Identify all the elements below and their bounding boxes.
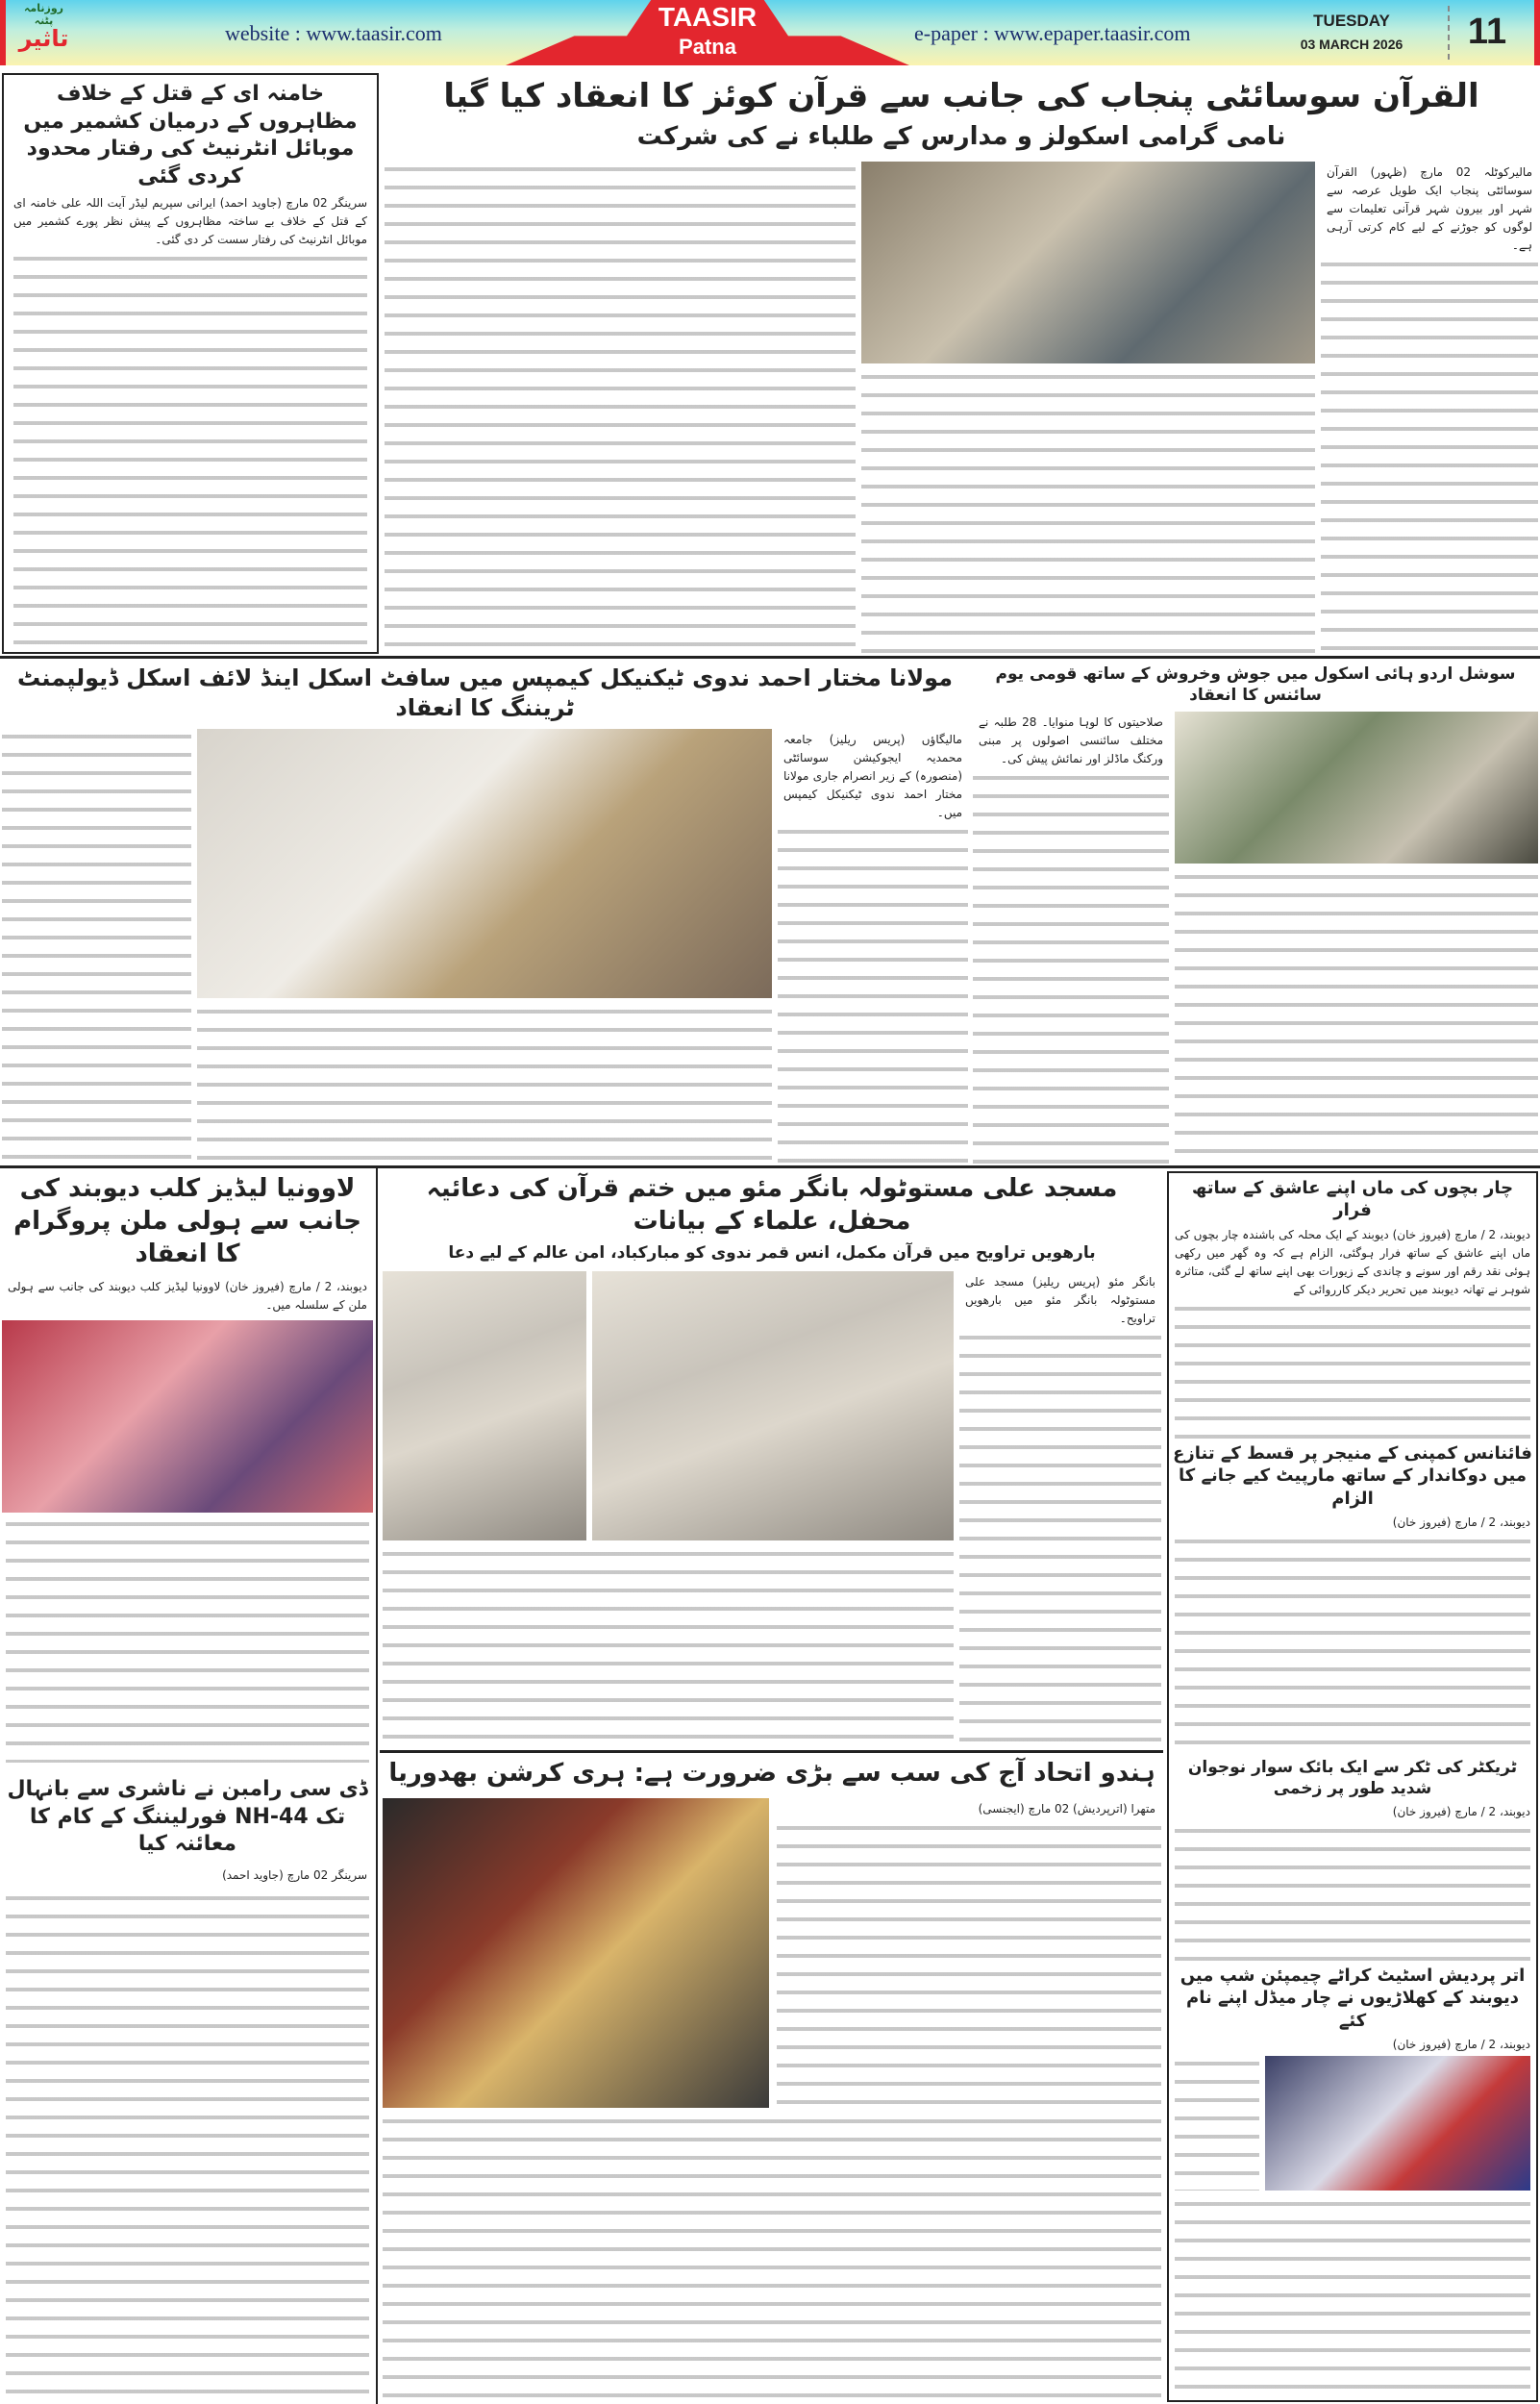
article-runaway xyxy=(1169,1175,1536,1440)
epaper-link[interactable]: e-paper : www.epaper.taasir.com xyxy=(914,21,1191,45)
article-columns xyxy=(383,1271,1161,1746)
article-tractor xyxy=(1169,1755,1536,1963)
photo-quiz-prize xyxy=(861,162,1315,363)
website-link[interactable]: website : www.taasir.com xyxy=(225,21,442,45)
photo-column xyxy=(861,162,1315,654)
article-lead: بانگر مئو (پریس ریلیز) مسجد علی مستوٹولہ بانگر مئو میں بارھویں تراویح۔ xyxy=(965,1274,1155,1325)
article-body xyxy=(385,162,856,654)
newspaper-logo xyxy=(17,2,70,62)
masthead xyxy=(0,0,1540,65)
article-ladies-club xyxy=(2,1171,373,1763)
photo-karate-medalists xyxy=(1265,2056,1530,2191)
photo-science-day xyxy=(1175,712,1538,864)
photo-training-event xyxy=(197,729,772,998)
text-column xyxy=(2,729,191,1164)
logo-small: روزنامہ xyxy=(23,2,64,14)
photo-column xyxy=(197,729,772,1164)
article-columns xyxy=(2,729,968,1164)
headline: مولانا مختار احمد ندوی ٹیکنیکل کیمپس میں سافٹ اسکل اینڈ لائف اسکل ڈیولپمنٹ ٹریننگ کا انعقاد xyxy=(16,664,954,722)
headline: خامنہ ای کے قتل کے خلاف مظاہروں کے درمیان کشمیر میں موبائل انٹرنیٹ کی رفتار محدود کردی گئی xyxy=(23,82,358,188)
article-body xyxy=(383,2114,1161,2400)
issue-date-text: 03 MARCH 2026 xyxy=(1300,37,1403,52)
article-body xyxy=(973,770,1169,1164)
brand-tab xyxy=(506,0,909,65)
article-lead: دیوبند، 2 / مارچ (فیروز خان) xyxy=(1392,1804,1530,1818)
logo-name: تاثیر xyxy=(18,25,69,52)
article-body xyxy=(6,1891,369,2399)
article-kashmir xyxy=(2,73,379,654)
headline: چار بچوں کی ماں اپنے عاشق کے ساتھ فرار xyxy=(1191,1178,1514,1221)
article-lead: مالیگاؤں (پریس ریلیز) جامعہ محمدیہ ایجوکیشن سوسائٹی (منصورہ) کے زیر انصرام جاری مولانا مختار احمد ندوی ٹیکنیکل کیمپس میں۔ xyxy=(783,733,962,820)
photo-column xyxy=(1175,712,1538,1164)
article-columns xyxy=(973,712,1538,1164)
logo-city: پٹنہ xyxy=(34,14,54,27)
article-body xyxy=(778,824,968,1164)
article-body xyxy=(13,251,367,648)
photo-hindu-sammelan xyxy=(383,1798,769,2108)
article-lead: سرینگر 02 مارچ (جاوید احمد) ایرانی سپریم لیڈر آیت اللہ علی خامنہ ای کے قتل کے خلاف بے ساختہ مظاہروں کے پیش نظر پورے کشمیر میں موبائل انٹرنیٹ کی رفتار سست کر دی گئی۔ xyxy=(13,196,367,247)
article-body xyxy=(777,1820,1161,2108)
photo-mosque-gathering xyxy=(592,1271,954,1540)
photo-holi-milan xyxy=(2,1320,373,1513)
article-body xyxy=(1175,2196,1530,2398)
headline: القرآن سوسائٹی پنجاب کی جانب سے قرآن کوئز کا انعقاد کیا گیا xyxy=(443,77,1479,115)
article-science-day xyxy=(973,662,1538,1164)
subheadline: نامی گرامی اسکولز و مدارس کے طلباء نے کی شرکت xyxy=(636,122,1286,152)
photo-column xyxy=(383,1271,954,1746)
article-body xyxy=(197,1004,772,1164)
article-finance xyxy=(1169,1440,1536,1755)
headline: اتر پردیش اسٹیٹ کراٹے چیمپئن شپ میں دیوبند کے کھلاڑیوں نے چار میڈل اپنے نام کئے xyxy=(1180,1965,1526,2031)
article-body xyxy=(1321,257,1538,654)
lead-column xyxy=(777,1798,1161,2108)
lead-column xyxy=(973,712,1169,1164)
issue-date xyxy=(1275,12,1428,52)
brand-name: TAASIR xyxy=(658,2,758,32)
article-body xyxy=(1175,869,1538,1164)
article-nh44 xyxy=(2,1774,373,2399)
article-body xyxy=(383,1546,954,1746)
divider xyxy=(0,656,1540,659)
article-body xyxy=(1175,2056,1259,2191)
divider xyxy=(380,1750,1163,1753)
article-columns xyxy=(385,162,1538,654)
article-masjid xyxy=(383,1171,1161,1746)
divider xyxy=(376,1168,378,2404)
headline: ٹریکٹر کی ٹکر سے ایک بائک سوار نوجوان شدید طور پر زخمی xyxy=(1187,1757,1518,1798)
edition-name: Patna xyxy=(679,35,736,59)
page-number: 11 xyxy=(1448,6,1525,60)
karate-section xyxy=(1169,2056,1536,2191)
text-column xyxy=(385,162,856,654)
article-lead: مالیرکوٹلہ 02 مارچ (ظہور) القرآن سوسائٹی پنجاب ایک طویل عرصہ سے شہر اور بیرون شہر قرآنی تعلیمات سے لوگوں کو جوڑنے کے لیے کام کرتی آرہی ہے۔ xyxy=(1327,164,1532,252)
article-body xyxy=(861,369,1315,654)
article-hindu-unity xyxy=(383,1756,1161,2400)
article-body xyxy=(1175,1301,1530,1440)
article-body xyxy=(6,1516,369,1763)
lead-column xyxy=(778,729,968,1164)
article-top xyxy=(383,1798,1161,2108)
article-body xyxy=(2,729,191,1164)
lead-column xyxy=(959,1271,1161,1746)
headline: ہندو اتحاد آج کی سب سے بڑی ضرورت ہے: ہری کرشن بھدوریا xyxy=(388,1759,1155,1788)
article-lead: دیوبند، 2 / مارچ (فیروز خان) دیوبند کے ایک محلہ کی باشندہ چار بچوں کی ماں اپنے عاشق کے ساتھ فرار ہوگئی، الزام ہے کہ وہ گھر میں رکھی ہوئی نقد رقم اور سونے و چاندی کے زیورات بھی اپنے ساتھ لے گئی، متاثرہ شوہر نے تھانہ دیوبند میں تحریر دیکر کارروائی کے xyxy=(1175,1227,1530,1296)
article-lead: دیوبند، 2 / مارچ (فیروز خان) xyxy=(1392,2038,1530,2052)
divider xyxy=(0,1165,1540,1168)
article-lead: دیوبند، 2 / مارچ (فیروز خان) لاوونیا لیڈیز کلب دیوبند کی جانب سے ہولی ملن کے سلسلہ میں۔ xyxy=(8,1280,367,1313)
subheadline: بارھویں تراویح میں قرآن مکمل، انس قمر ندوی کو مبارکباد، امن عالم کے لیے دعا xyxy=(448,1242,1096,1263)
article-lead: سرینگر 02 مارچ (جاوید احمد) xyxy=(222,1867,367,1882)
article-lead: دیوبند، 2 / مارچ (فیروز خان) xyxy=(1392,1515,1530,1529)
article-soft-skills xyxy=(2,662,968,1164)
headline: مسجد علی مستوٹولہ بانگر مئو میں ختم قرآن کی دعائیہ محفل، علماء کے بیانات xyxy=(426,1174,1118,1236)
headline: لاوونیا لیڈیز کلب دیوبند کی جانب سے ہولی ملن پروگرام کا انعقاد xyxy=(13,1174,361,1268)
article-quran-quiz xyxy=(385,73,1538,654)
article-lead: متھرا (اترپردیش) 02 مارچ (ایجنسی) xyxy=(978,1801,1155,1816)
article-body xyxy=(1175,1823,1530,1963)
photo-row xyxy=(383,1271,954,1540)
article-karate xyxy=(1169,1963,1536,2398)
article-body xyxy=(1175,1534,1530,1755)
article-body xyxy=(959,1330,1161,1746)
lead-column xyxy=(1321,162,1538,654)
photo-felicitation xyxy=(383,1271,586,1540)
article-lead: صلاحیتوں کا لوہا منوایا۔ 28 طلبہ نے مختلف سائنسی اصولوں پر مبنی ورکنگ ماڈلز اور نمائش پیش کی۔ xyxy=(979,715,1163,766)
issue-day: TUESDAY xyxy=(1313,12,1390,30)
headline: فائنانس کمپنی کے منیجر پر قسط کے تنازع میں دوکاندار کے ساتھ مارپیٹ کیے جانے کا الزام xyxy=(1173,1442,1532,1509)
headline: سوشل اردو ہائی اسکول میں جوش وخروش کے ساتھ قومی یوم سائنس کا انعقاد xyxy=(995,664,1516,706)
headline: ڈی سی رامبن نے ناشری سے بانہال تک NH-44 فورلیننگ کے کام کا معائنہ کیا xyxy=(7,1777,368,1857)
right-column-briefs xyxy=(1167,1171,1538,2402)
